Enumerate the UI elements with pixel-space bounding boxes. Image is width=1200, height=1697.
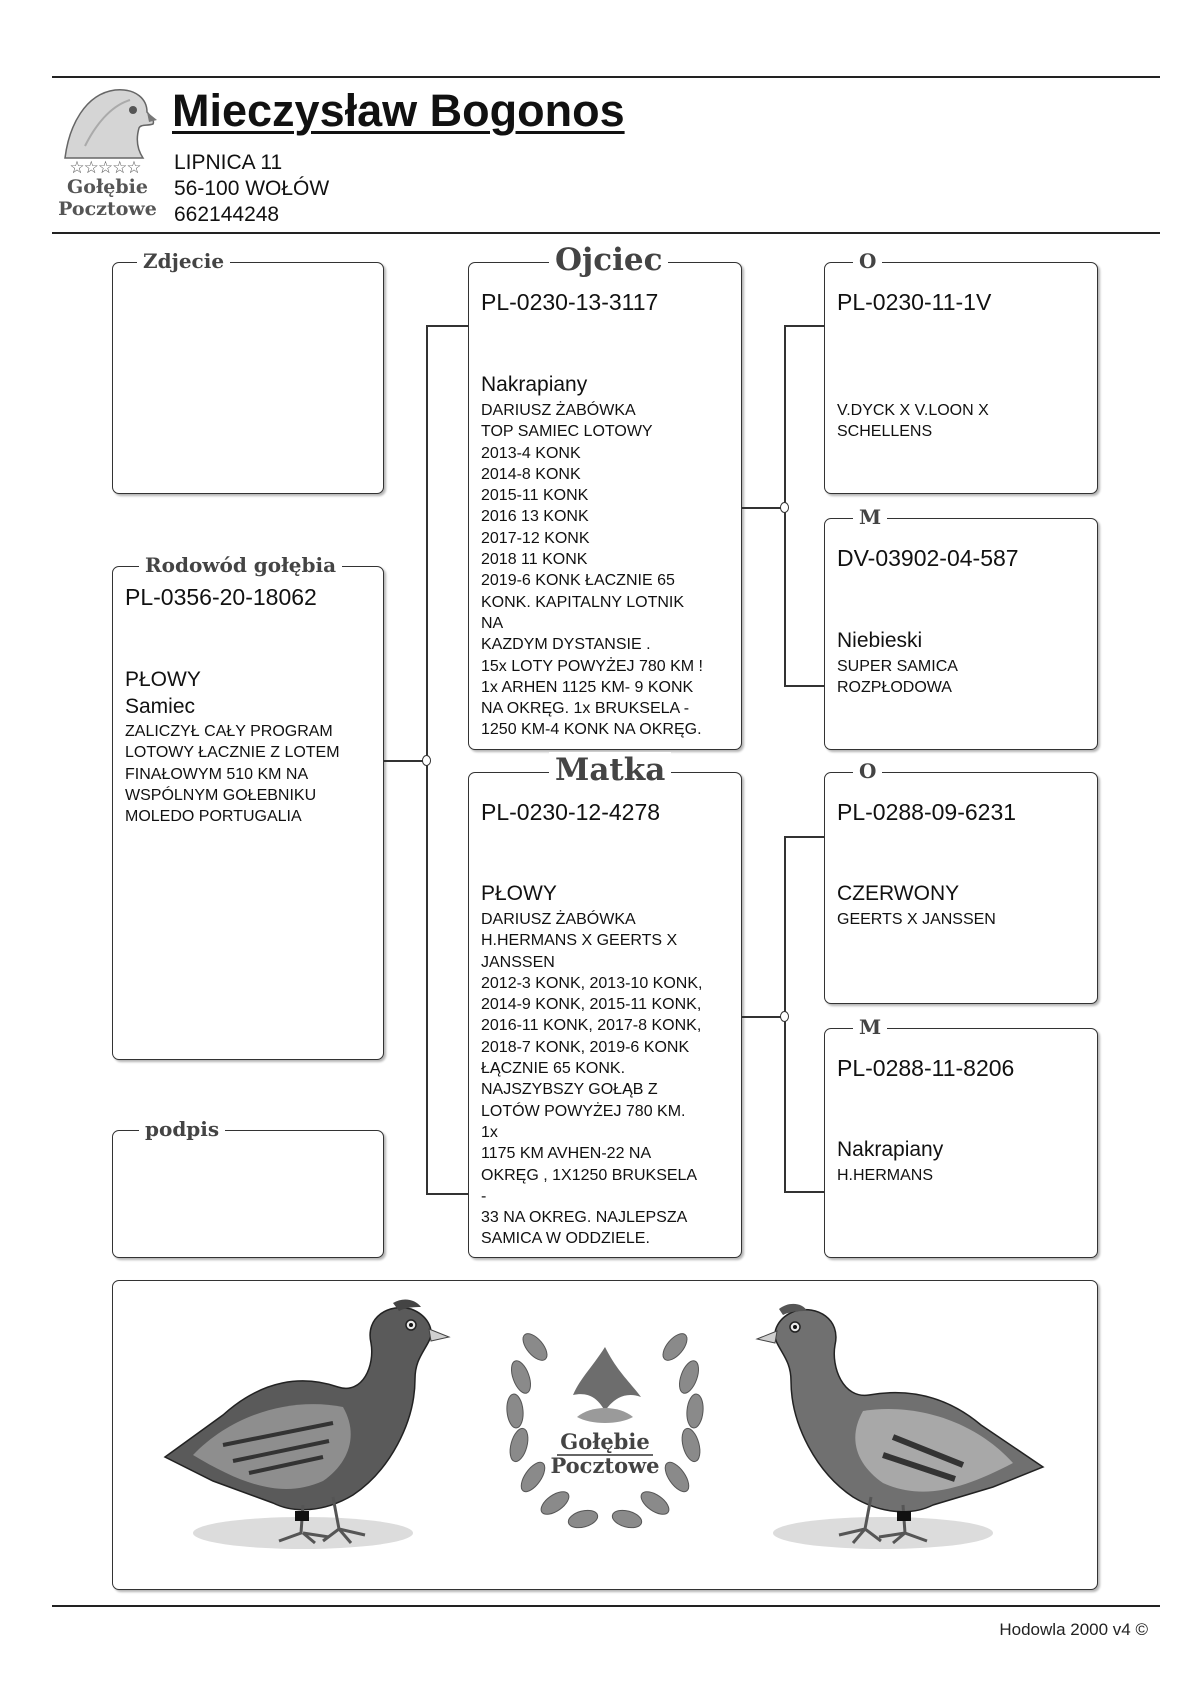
pigeon-sex: Samiec: [125, 695, 196, 718]
mother-description: DARIUSZ ŻABÓWKA H.HERMANS X GEERTS X JANSSEN 2012-3 KONK, 2013-10 KONK, 2014-9 KONK, 2015-11 KONK, 2016-11 KONK, 2017-8 KONK, 2018-7 KONK, 2019-6 KONK ŁĄCZNIE 65 KONK. NAJSZYBSZY GOŁĄB Z LOTÓW POWYŻEJ 780 KM. 1x 1175 KM AVHEN-22 NA OKRĘG , 1X1250 BRUKSELA - 33 NA OKREG. NAJLEPSZA SAMICA W ODDZIELE.: [481, 911, 703, 1248]
mother-mother-description: H.HERMANS: [837, 1167, 934, 1184]
father-mother-description: SUPER SAMICA ROZPŁODOWA: [837, 658, 958, 697]
pigeon-description: ZALICZYŁ CAŁY PROGRAM LOTOWY ŁACZNIE Z LOTEM FINAŁOWYM 510 KM NA WSPÓLNYM GOŁEBNIKU MOLEDO PORTUGALIA: [125, 723, 340, 826]
mother-father-description: GEERTS X JANSSEN: [837, 911, 996, 928]
mother-mother-color: Nakrapiany: [837, 1138, 944, 1161]
father-father-title: O: [853, 249, 882, 273]
connector-node: [780, 1011, 789, 1022]
banner-logo-line1: Gołębie: [560, 1429, 650, 1454]
father-father-description: V.DYCK X V.LOON X SCHELLENS: [837, 402, 989, 441]
laurel-wreath-icon: [495, 1307, 715, 1547]
father-father-ring: PL-0230-11-1V: [837, 289, 992, 315]
mother-box-title: Matka: [549, 752, 671, 788]
breeder-name: Mieczysław Bogonos: [172, 85, 625, 136]
pigeon-banner: [112, 1280, 1098, 1590]
logo-text-line2: Pocztowe: [58, 198, 157, 220]
mother-ring-number: PL-0230-12-4278: [481, 799, 661, 825]
address-line2: 56-100 WOŁÓW: [174, 177, 330, 200]
mother-father-color: CZERWONY: [837, 882, 960, 905]
banner-logo-line2: Pocztowe: [550, 1453, 660, 1478]
connector-node: [780, 502, 789, 513]
connector-to-mother-mother: [784, 1191, 824, 1193]
connector-pigeon-stub: [384, 760, 426, 762]
mother-color: PŁOWY: [481, 882, 557, 905]
footer-text: Hodowla 2000 v4 ©: [999, 1620, 1148, 1639]
connector-to-mother-father: [784, 836, 824, 838]
pigeon-ring-number: PL-0356-20-18062: [125, 584, 317, 610]
top-rule: [52, 76, 1160, 78]
connector-to-mother: [426, 1193, 468, 1195]
footer-rule: [52, 1605, 1160, 1607]
logo-stars: ☆☆☆☆☆: [69, 158, 141, 178]
header-bottom-rule: [52, 232, 1160, 234]
father-color: Nakrapiany: [481, 373, 588, 396]
pigeon-color: PŁOWY: [125, 668, 201, 691]
father-father-box: [824, 249, 1098, 494]
phone-number: 662144248: [174, 203, 280, 226]
connector-mother-stub: [742, 1016, 784, 1018]
father-box: [468, 242, 742, 750]
pigeon-left-icon: [153, 1295, 453, 1565]
mother-mother-box: [824, 1015, 1098, 1258]
signature-box-title: podpis: [139, 1117, 225, 1141]
mother-mother-ring: PL-0288-11-8206: [837, 1055, 1015, 1081]
pigeon-box-title: Rodowód gołębia: [139, 553, 342, 577]
father-box-title: Ojciec: [549, 242, 668, 278]
address-line1: LIPNICA 11: [174, 151, 283, 174]
signature-box: [112, 1117, 384, 1258]
pigeon-right-icon: [743, 1295, 1053, 1565]
mother-box: [468, 752, 742, 1258]
pigeon-box: [112, 553, 384, 1060]
photo-box-title: Zdjecie: [137, 249, 230, 273]
mother-father-ring: PL-0288-09-6231: [837, 799, 1017, 825]
connector-father-stub: [742, 507, 784, 509]
father-mother-color: Niebieski: [837, 629, 923, 652]
connector-to-father-mother: [784, 685, 824, 687]
photo-box: [112, 249, 384, 494]
logo-text-line1: Gołębie: [67, 176, 148, 198]
mother-father-title: O: [853, 759, 882, 783]
connector-node: [422, 755, 431, 766]
connector-to-father-father: [784, 325, 824, 327]
mother-father-box: [824, 759, 1098, 1004]
connector-to-father: [426, 325, 468, 327]
father-mother-box: [824, 505, 1098, 750]
mother-mother-title: M: [853, 1015, 887, 1039]
father-mother-title: M: [853, 505, 887, 529]
pigeon-head-logo-icon: [55, 86, 160, 161]
father-description: DARIUSZ ŻABÓWKA TOP SAMIEC LOTOWY 2013-4 KONK 2014-8 KONK 2015-11 KONK 2016 13 KONK 2017-12 KONK 2018 11 KONK 2019-6 KONK ŁACZNIE 65 KONK. KAPITALNY LOTNIK NA KAZDYM DYSTANSIE . 15x LOTY POWYŻEJ 780 KM ! 1x ARHEN 1125 KM- 9 KONK NA OKRĘG. 1x BRUKSELA - 1250 KM-4 KONK NA OKRĘG.: [481, 402, 703, 739]
father-mother-ring: DV-03902-04-587: [837, 545, 1019, 571]
header-logo: [55, 86, 160, 221]
father-ring-number: PL-0230-13-3117: [481, 289, 659, 315]
